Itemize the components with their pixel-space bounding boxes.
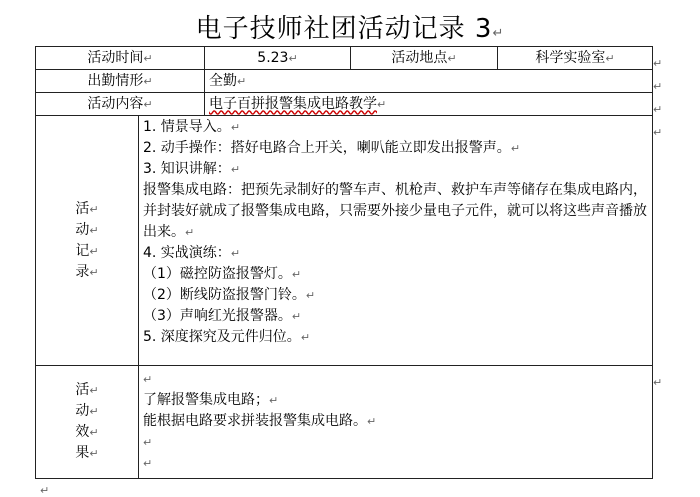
paragraph-mark-icon: ↵ (269, 394, 279, 407)
attendance-label-cell[interactable] (36, 70, 205, 93)
record-line (143, 327, 648, 348)
effect-label-char (40, 380, 134, 401)
effect-label-char (40, 422, 134, 443)
content-value: 电子百拼报警集成电路教学 (209, 95, 377, 112)
effect-label-char-text: 效 (75, 424, 90, 440)
record-line (143, 117, 648, 138)
place-label-cell[interactable] (351, 47, 498, 70)
paragraph-mark-icon: ↵ (230, 121, 241, 134)
table-row (36, 93, 653, 116)
place-value-cell[interactable] (498, 47, 653, 70)
record-line-text: 5. 深度探究及元件归位。 (143, 329, 301, 345)
effect-content-cell[interactable] (139, 366, 653, 479)
record-line (143, 243, 648, 264)
record-line (143, 285, 648, 306)
table-row (36, 366, 653, 479)
effect-label-char-text: 活 (75, 382, 90, 398)
row-end-mark-icon: ↵ (653, 80, 663, 93)
record-line-text: 3. 知识讲解： (143, 161, 231, 177)
record-label-char (40, 241, 134, 262)
record-label-char-text: 录 (75, 263, 90, 280)
document-title-text: 电子技师社团活动记录 3 (195, 14, 493, 44)
record-label-char (40, 199, 134, 220)
paragraph-mark-icon: ↵ (89, 384, 99, 397)
paragraph-mark-icon: ↵ (230, 247, 241, 260)
effect-line (143, 369, 648, 390)
effect-line (143, 453, 648, 474)
effect-line-text: 了解报警集成电路； (143, 392, 269, 408)
paragraph-mark-icon: ↵ (367, 415, 377, 428)
cell-end-mark-icon: ↵ (605, 51, 615, 65)
content-value-cell[interactable] (205, 93, 653, 116)
effect-label-char-text: 动 (75, 403, 90, 419)
cell-end-mark-icon: ↵ (143, 51, 153, 65)
time-label: 活动时间 (87, 49, 144, 66)
paragraph-mark-icon: ↵ (143, 373, 153, 386)
paragraph-mark-icon: ↵ (89, 244, 99, 258)
table-row (36, 116, 653, 366)
row-end-mark-icon: ↵ (653, 376, 663, 389)
paragraph-mark-icon: ↵ (143, 436, 153, 449)
effect-label-char (40, 401, 134, 422)
record-line (143, 138, 648, 159)
cell-end-mark-icon: ↵ (237, 74, 247, 88)
record-line-text: 2. 动手操作：搭好电路合上开关，喇叭能立即发出报警声。 (143, 140, 511, 156)
attendance-value: 全勤 (209, 72, 237, 89)
effect-line (143, 411, 648, 432)
effect-line-text: 能根据电路要求拼装报警集成电路。 (143, 413, 367, 429)
record-line-text: （3）声响红光报警器。 (143, 308, 292, 324)
record-line (143, 306, 648, 327)
row-end-mark-icon: ↵ (653, 57, 663, 70)
time-value-cell[interactable] (205, 47, 351, 70)
table-row (36, 70, 653, 93)
record-label-cell[interactable] (36, 116, 139, 366)
place-value: 科学实验室 (535, 49, 606, 66)
paragraph-mark-icon: ↵ (89, 265, 99, 279)
paragraph-mark-icon: ↵ (300, 331, 311, 344)
record-line (143, 180, 648, 243)
paragraph-mark-icon: ↵ (291, 310, 302, 323)
time-value: 5.23 (257, 49, 289, 66)
effect-line (143, 432, 648, 453)
effect-line (143, 390, 648, 411)
content-label-cell[interactable] (36, 93, 205, 116)
paragraph-mark-icon: ↵ (510, 142, 521, 155)
effect-label-cell[interactable] (36, 366, 139, 479)
effect-label-char (40, 443, 134, 464)
record-line-text: 报警集成电路：把预先录制好的警车声、机枪声、救护车声等储存在集成电路内，并封装好就成了报警集成电路，只需要外接少量电子元件，就可以将这些声音播放出来。 (143, 182, 647, 240)
paragraph-mark-icon: ↵ (143, 457, 153, 470)
paragraph-mark-icon: ↵ (305, 289, 316, 302)
document-title (0, 8, 700, 45)
record-content-cell[interactable] (139, 116, 653, 366)
record-label-char (40, 220, 134, 241)
paragraph-mark-icon: ↵ (492, 26, 505, 41)
content-label: 活动内容 (87, 95, 144, 112)
record-line-text: 1. 情景导入。 (143, 119, 231, 135)
paragraph-mark-icon: ↵ (89, 426, 99, 439)
cell-end-mark-icon: ↵ (288, 51, 298, 65)
cell-end-mark-icon: ↵ (143, 97, 153, 111)
record-label-char (40, 262, 134, 283)
cell-end-mark-icon: ↵ (447, 51, 457, 65)
paragraph-mark-icon: ↵ (89, 447, 99, 460)
paragraph-mark-icon: ↵ (291, 268, 302, 281)
record-line-text: 4. 实战演练： (143, 245, 231, 261)
document-end-mark-icon: ↵ (40, 484, 50, 497)
paragraph-mark-icon: ↵ (89, 223, 99, 237)
row-end-mark-icon: ↵ (653, 103, 663, 116)
record-label-char-text: 记 (75, 242, 90, 259)
place-label: 活动地点 (391, 49, 448, 66)
paragraph-mark-icon: ↵ (89, 202, 99, 216)
paragraph-mark-icon: ↵ (185, 226, 195, 239)
record-line-text: （2）断线防盗报警门铃。 (143, 287, 306, 303)
cell-end-mark-icon: ↵ (143, 74, 153, 88)
record-line (143, 159, 648, 180)
cell-end-mark-icon: ↵ (377, 97, 387, 111)
attendance-value-cell[interactable] (205, 70, 653, 93)
record-label-char-text: 动 (75, 221, 90, 238)
effect-label-char-text: 果 (75, 445, 90, 461)
table-row (36, 47, 653, 70)
record-line-text: （1）磁控防盗报警灯。 (143, 266, 292, 282)
record-label-char-text: 活 (75, 200, 90, 217)
time-label-cell[interactable] (36, 47, 205, 70)
activity-record-table (35, 46, 653, 479)
attendance-label: 出勤情形 (87, 72, 144, 89)
paragraph-mark-icon: ↵ (230, 163, 241, 176)
row-end-mark-icon: ↵ (653, 126, 663, 139)
paragraph-mark-icon: ↵ (89, 405, 99, 418)
record-line (143, 264, 648, 285)
